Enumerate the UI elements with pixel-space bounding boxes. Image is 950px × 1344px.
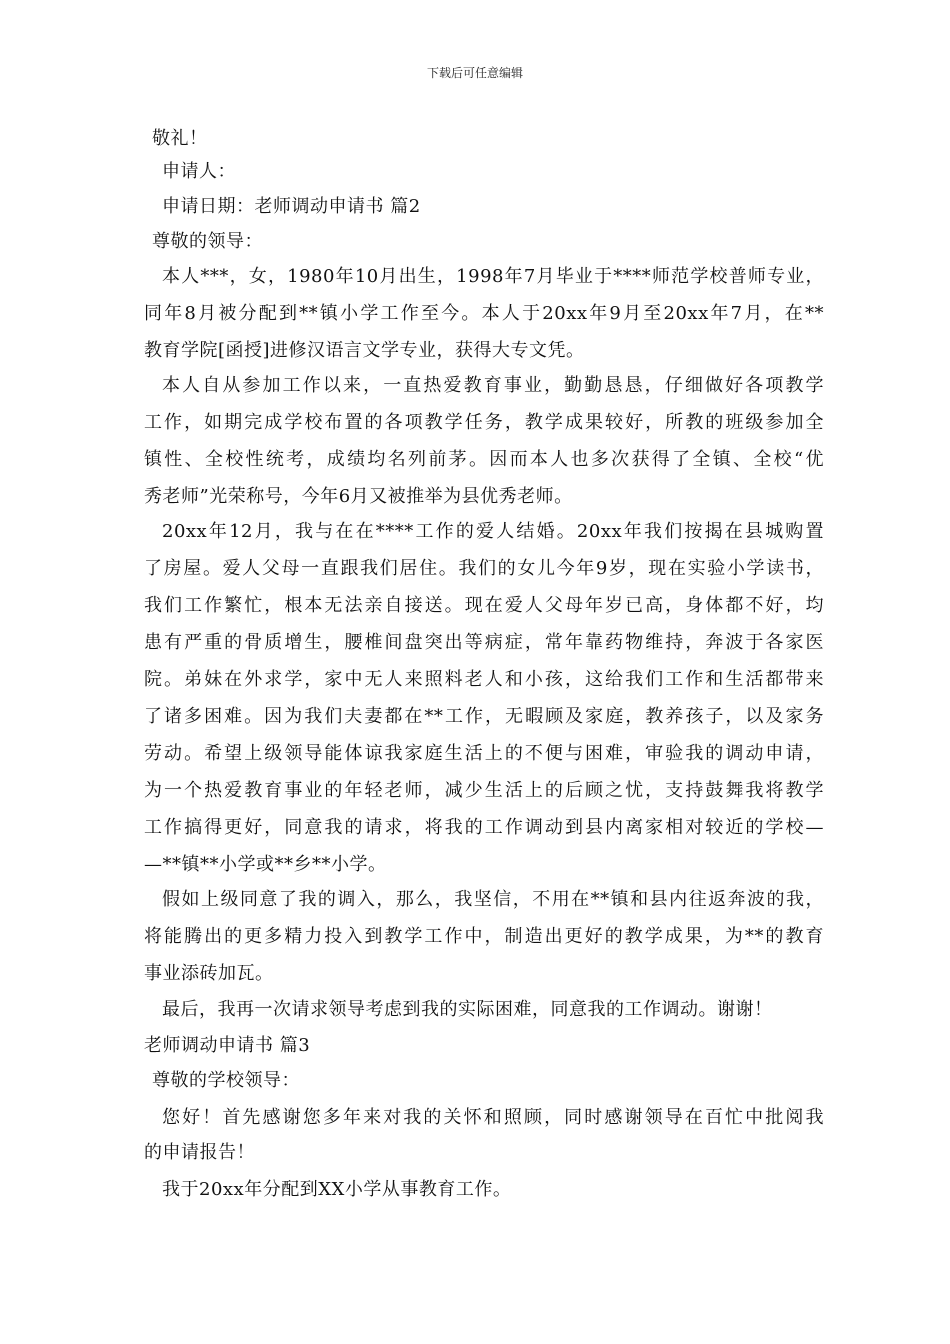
text-line: 工作搞得更好，同意我的请求，将我的工作调动到县内离家相对较近的学校— <box>144 817 824 838</box>
text-line: 将能腾出的更多精力投入到教学工作中，制造出更好的教学成果，为**的教育 <box>144 926 824 947</box>
text-line: 同年8月被分配到**镇小学工作至今。本人于20xx年9月至20xx年7月，在** <box>144 303 824 324</box>
text-line: 最后，我再一次请求领导考虑到我的实际困难，同意我的工作调动。谢谢！ <box>162 999 773 1020</box>
text-line: 教育学院[函授]进修汉语言文学专业，获得大专文凭。 <box>144 340 585 361</box>
text-line: 工作，如期完成学校布置的各项教学任务，教学成果较好，所教的班级参加全 <box>144 412 824 433</box>
text-line: 秀老师”光荣称号，今年6月又被推举为县优秀老师。 <box>144 486 573 507</box>
text-line: 劳动。希望上级领导能体谅我家庭生活上的不便与困难，审验我的调动申请， <box>144 743 824 764</box>
text-line: 我们工作繁忙，根本无法亲自接送。现在爱人父母年岁已高，身体都不好，均 <box>144 595 824 616</box>
page-header: 下载后可任意编辑 <box>426 66 523 80</box>
text-line: 您好！首先感谢您多年来对我的关怀和照顾，同时感谢领导在百忙中批阅我 <box>162 1107 824 1128</box>
text-line: 本人自从参加工作以来，一直热爱教育事业，勤勤恳恳，仔细做好各项教学 <box>162 375 824 396</box>
text-line: 申请人： <box>162 161 236 182</box>
text-line: 事业添砖加瓦。 <box>144 963 274 984</box>
text-line: 尊敬的学校领导： <box>152 1070 300 1091</box>
text-line: 敬礼！ <box>152 128 208 149</box>
text-line: 为一个热爱教育事业的年轻老师，减少生活上的后顾之忧，支持鼓舞我将教学 <box>144 780 824 801</box>
text-line: 尊敬的领导： <box>152 231 263 252</box>
text-line: 患有严重的骨质增生，腰椎间盘突出等病症，常年靠药物维持，奔波于各家医 <box>144 632 824 653</box>
text-line: 了诸多困难。因为我们夫妻都在**工作，无暇顾及家庭，教养孩子，以及家务 <box>144 706 824 727</box>
text-line: —**镇**小学或**乡**小学。 <box>144 854 387 875</box>
text-line: 假如上级同意了我的调入，那么，我坚信，不用在**镇和县内往返奔波的我， <box>162 889 824 910</box>
text-line: 了房屋。爱人父母一直跟我们居住。我们的女儿今年9岁，现在实验小学读书， <box>144 558 824 579</box>
text-line: 的申请报告！ <box>144 1142 255 1163</box>
text-line: 20xx年12月，我与在在****工作的爱人结婚。20xx年我们按揭在县城购置 <box>162 521 824 542</box>
text-line: 我于20xx年分配到XX小学从事教育工作。 <box>162 1179 512 1200</box>
text-line: 镇性、全校性统考，成绩均名列前茅。因而本人也多次获得了全镇、全校“优 <box>144 449 824 470</box>
text-line: 申请日期：老师调动申请书 篇2 <box>162 196 421 217</box>
section-heading: 老师调动申请书 篇3 <box>144 1035 311 1056</box>
text-line: 院。弟妹在外求学，家中无人来照料老人和小孩，这给我们工作和生活都带来 <box>144 669 824 690</box>
text-line: 本人***，女，1980年10月出生，1998年7月毕业于****师范学校普师专业， <box>162 266 824 287</box>
